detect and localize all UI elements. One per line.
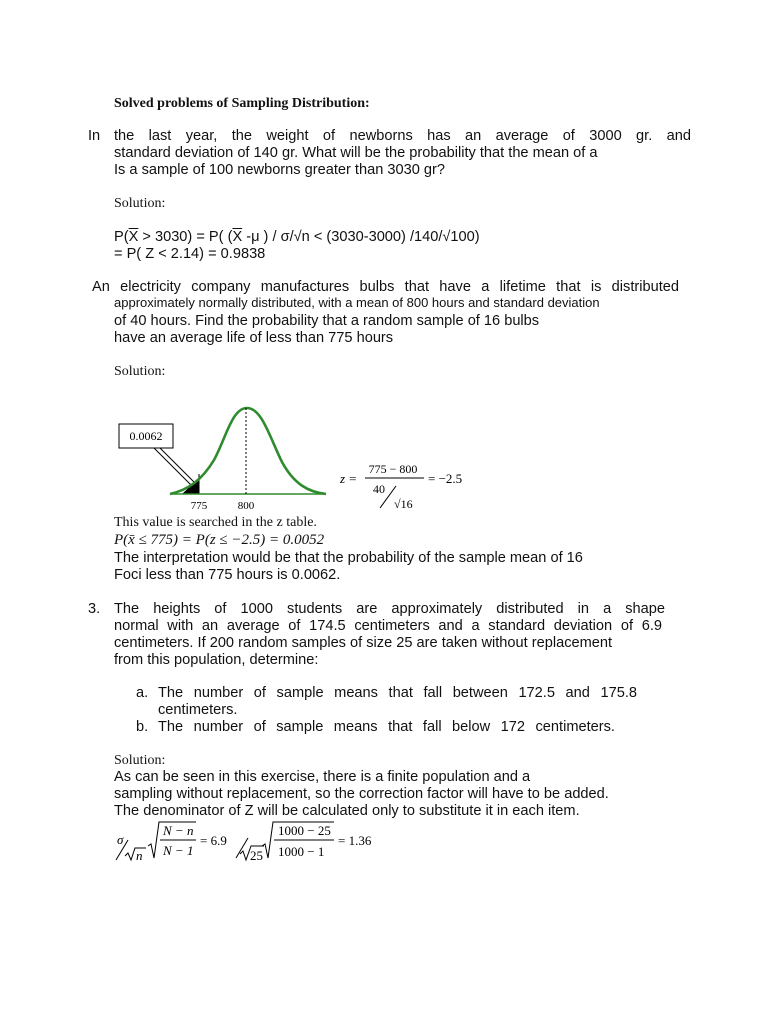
problem3-solution-line3: The denominator of Z will be calculated only to substitute it in each item. <box>114 803 580 819</box>
problem3-number: 3. <box>88 601 101 617</box>
callout-value: 0.0062 <box>129 429 163 443</box>
list-item-a-line1: The number of sample means that fall between 172.5 and 175.8 <box>158 685 637 701</box>
problem3-line2: normal with an average of 174.5 centimeters and a standard deviation of 6.9 <box>114 618 662 634</box>
z-formula-numerator: 775 − 800 <box>368 462 418 476</box>
problem3-solution-label: Solution: <box>114 753 166 768</box>
problem3-line4: from this population, determine: <box>114 652 319 668</box>
problem2-line4: have an average life of less than 775 hours <box>114 330 394 346</box>
formula-N-minus-1: N − 1 <box>163 843 194 858</box>
problem1-line2: standard deviation of 140 gr. What will be the probability that the mean of a <box>114 145 598 161</box>
problem2-solution-label: Solution: <box>114 364 166 379</box>
tick-label-775: 775 <box>190 500 208 512</box>
problem1-lead: In <box>88 128 101 144</box>
normal-curve-figure <box>110 398 480 516</box>
formula-numerator: 1000 − 25 <box>278 823 331 838</box>
formula-sigma: σ <box>117 832 124 847</box>
callout-leader-1 <box>154 448 192 486</box>
z-formula-lhs: z = <box>340 471 358 486</box>
formula-n: n <box>136 848 143 863</box>
formula-denominator: 1000 − 1 <box>278 844 325 859</box>
tick-label-800: 800 <box>237 500 255 512</box>
problem3-solution-line2: sampling without replacement, so the correction factor will have to be added. <box>114 786 609 802</box>
z-table-note: This value is searched in the z table. <box>114 515 317 530</box>
problem3-solution-line1: As can be seen in this exercise, there is a finite population and a <box>114 769 531 785</box>
list-item-a-line2: centimeters. <box>158 702 238 718</box>
problem2-line3: of 40 hours. Find the probability that a random sample of 16 bulbs <box>114 313 540 329</box>
problem1-line1: the last year, the weight of newborns has an average of 3000 gr. and <box>114 128 691 144</box>
probability-equation: P(x̄ ≤ 775) = P(z ≤ −2.5) = 0.0052 <box>114 532 325 548</box>
problem3-line3: centimeters. If 200 random samples of size 25 are taken without replacement <box>114 635 613 651</box>
z-formula-denominator-a: 40 <box>373 482 385 496</box>
formula-result: = 1.36 <box>338 833 372 848</box>
formula-N-minus-n: N − n <box>163 823 194 838</box>
list-item-a-marker: a. <box>136 685 149 701</box>
problem3-line1: The heights of 1000 students are approximately distributed in a shape <box>114 601 665 617</box>
problem1-equation-2: = P( Z < 2.14) = 0.9838 <box>114 246 266 262</box>
z-formula-denominator-b: √16 <box>394 497 413 511</box>
callout-leader-2 <box>160 448 196 484</box>
formula-slash-2 <box>236 838 248 858</box>
formula-equals-sd: = 6.9 <box>200 833 227 848</box>
list-item-b-marker: b. <box>136 719 149 735</box>
z-formula-result: = −2.5 <box>428 471 463 486</box>
problem2-line2: approximately normally distributed, with a mean of 800 hours and standard deviation <box>114 295 600 310</box>
interpretation-line1: The interpretation would be that the probability of the sample mean of 16 <box>114 550 583 566</box>
formula-25: 25 <box>250 848 263 863</box>
problem2-line1: An electricity company manufactures bulbs that have a lifetime that is distributed <box>92 279 679 295</box>
correction-factor-formula <box>112 818 392 866</box>
list-item-b-line1: The number of sample means that fall below 172 centimeters. <box>158 719 615 735</box>
problem1-solution-label: Solution: <box>114 196 166 211</box>
problem1-line3: Is a sample of 100 newborns greater than 3030 gr? <box>114 162 446 178</box>
page-title: Solved problems of Sampling Distribution: <box>114 96 370 111</box>
interpretation-line2: Foci less than 775 hours is 0.0062. <box>114 567 341 583</box>
problem1-equation-1: $P(\overline{X} > 3030) = P$( ($\overline{X}$ -μ ) / σ/√n < (3030-3000) /140/√100) <box>114 229 480 245</box>
